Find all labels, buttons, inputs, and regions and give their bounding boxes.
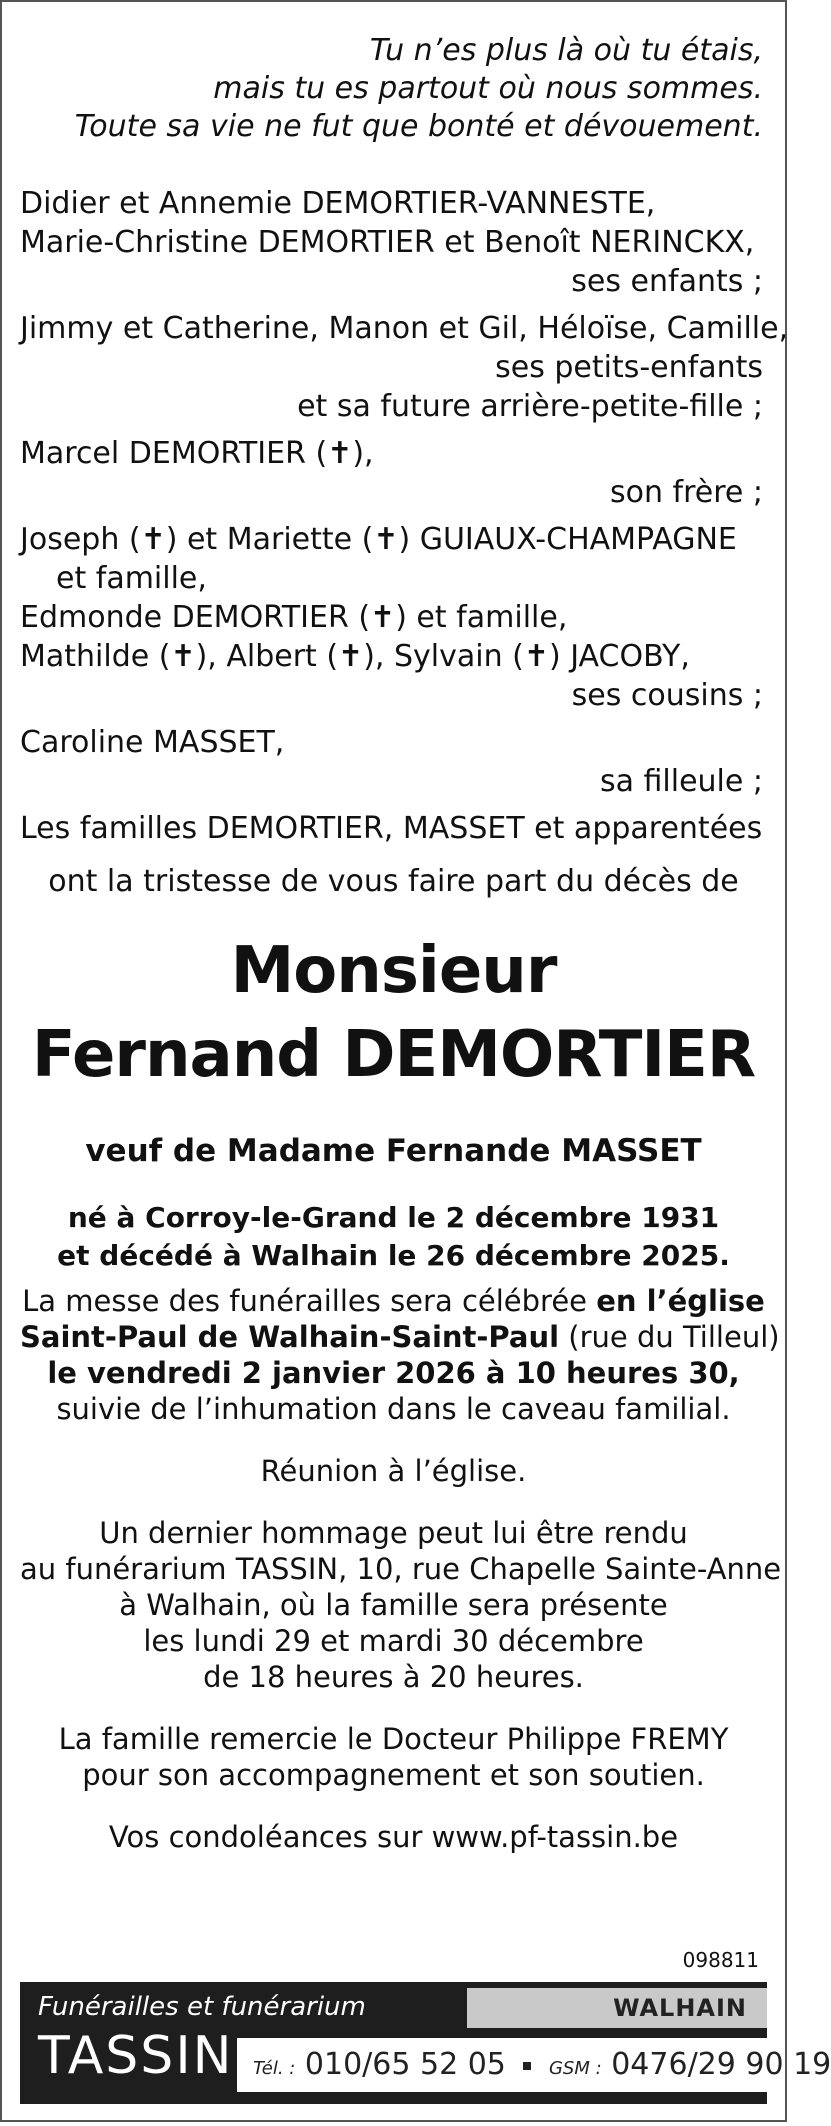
death-line: et décédé à Walhain le 26 décembre 2025.: [57, 1239, 730, 1272]
church-name: Saint-Paul de Walhain-Saint-Paul: [20, 1320, 560, 1354]
deceased-title: Monsieur: [230, 934, 557, 1008]
birth-death-dates: [20, 1199, 767, 1275]
funeral-home-contact: [237, 2038, 831, 2092]
notice-body: [20, 32, 789, 1855]
funeral-mass-details: [20, 1283, 780, 1427]
deceased-fullname: Fernand DEMORTIER: [31, 1018, 756, 1092]
tribute-line: au funérarium TASSIN, 10, rue Chapelle Sainte-Anne: [20, 1552, 782, 1586]
thanks-line: La famille remercie le Docteur Philippe FREMY: [58, 1722, 729, 1756]
widower-line: veuf de Madame Fernande MASSET: [85, 1133, 702, 1169]
grandchildren-role: ses petits-enfants: [495, 350, 763, 385]
family-list: [20, 184, 789, 848]
announcement-intro: ont la tristesse de vous faire part du décès de: [48, 864, 739, 899]
quote-line: mais tu es partout où nous sommes.: [213, 71, 763, 106]
thanks-message: [20, 1721, 767, 1793]
mass-datetime: le vendredi 2 janvier 2026 à 10 heures 30,: [47, 1356, 740, 1390]
tribute-line: Un dernier hommage peut lui être rendu: [99, 1516, 688, 1550]
tribute-line: les lundi 29 et mardi 30 décembre: [143, 1624, 644, 1658]
children-line: Didier et Annemie DEMORTIER-VANNESTE,: [20, 186, 656, 221]
gsm-label: GSM :: [548, 2058, 602, 2079]
cousins-line: Edmonde DEMORTIER (✝) et famille,: [20, 600, 568, 635]
thanks-line: pour son accompagnement et son soutien.: [82, 1758, 705, 1792]
mass-place: en l’église: [596, 1284, 765, 1318]
great-grandchild-line: et sa future arrière-petite-fille ;: [297, 389, 763, 424]
brother-line: Marcel DEMORTIER (✝),: [20, 436, 374, 471]
quote-line: Tu n’es plus là où tu étais,: [369, 33, 763, 68]
condolences-link[interactable]: Vos condoléances sur www.pf-tassin.be: [108, 1820, 679, 1854]
cousins-line: et famille,: [56, 561, 207, 596]
grandchildren-line: Jimmy et Catherine, Manon et Gil, Héloïse, Camille,: [20, 311, 789, 346]
children-role: ses enfants ;: [571, 264, 763, 299]
quote-line: Toute sa vie ne fut que bonté et dévouement.: [74, 109, 763, 144]
cousins-role: ses cousins ;: [571, 678, 763, 713]
mass-text: La messe des funérailles sera célébrée: [22, 1284, 597, 1318]
gsm-number[interactable]: 0476/29 90 19: [611, 2047, 831, 2082]
funeral-home-logo: TASSIN: [38, 2026, 234, 2086]
funeral-home-tagline: Funérailles et funérarium: [38, 1992, 366, 2022]
deceased-name: [20, 929, 767, 1097]
burial-text: suivie de l’inhumation dans le caveau familial.: [56, 1392, 731, 1426]
brother-role: son frère ;: [609, 475, 763, 510]
cousins-line: Mathilde (✝), Albert (✝), Sylvain (✝) JACOBY,: [20, 639, 690, 674]
epitaph-quote: [20, 32, 763, 146]
families-line: Les familles DEMORTIER, MASSET et apparentées: [20, 811, 763, 846]
tribute-line: de 18 heures à 20 heures.: [203, 1660, 584, 1694]
church-gathering: Réunion à l’église.: [260, 1454, 527, 1488]
funeral-home-banner: [20, 1982, 831, 2104]
tel-number[interactable]: 010/65 52 05: [304, 2047, 506, 2082]
cousins-line: Joseph (✝) et Mariette (✝) GUIAUX-CHAMPAGNE: [20, 522, 737, 557]
separator-square-icon: [523, 2062, 531, 2070]
birth-line: né à Corroy-le-Grand le 2 décembre 1931: [67, 1201, 720, 1234]
tribute-line: à Walhain, où la famille sera présente: [119, 1588, 668, 1622]
final-tribute-details: [20, 1515, 782, 1695]
church-street: (rue du Tilleul): [559, 1320, 780, 1354]
tel-label: Tél. :: [253, 2058, 296, 2079]
goddaughter-role: sa filleule ;: [599, 764, 763, 799]
goddaughter-line: Caroline MASSET,: [20, 725, 285, 760]
children-line: Marie-Christine DEMORTIER et Benoît NERINCKX,: [20, 225, 755, 260]
funeral-home-city: WALHAIN: [467, 1988, 767, 2028]
notice-reference: 098811: [682, 1948, 759, 1972]
